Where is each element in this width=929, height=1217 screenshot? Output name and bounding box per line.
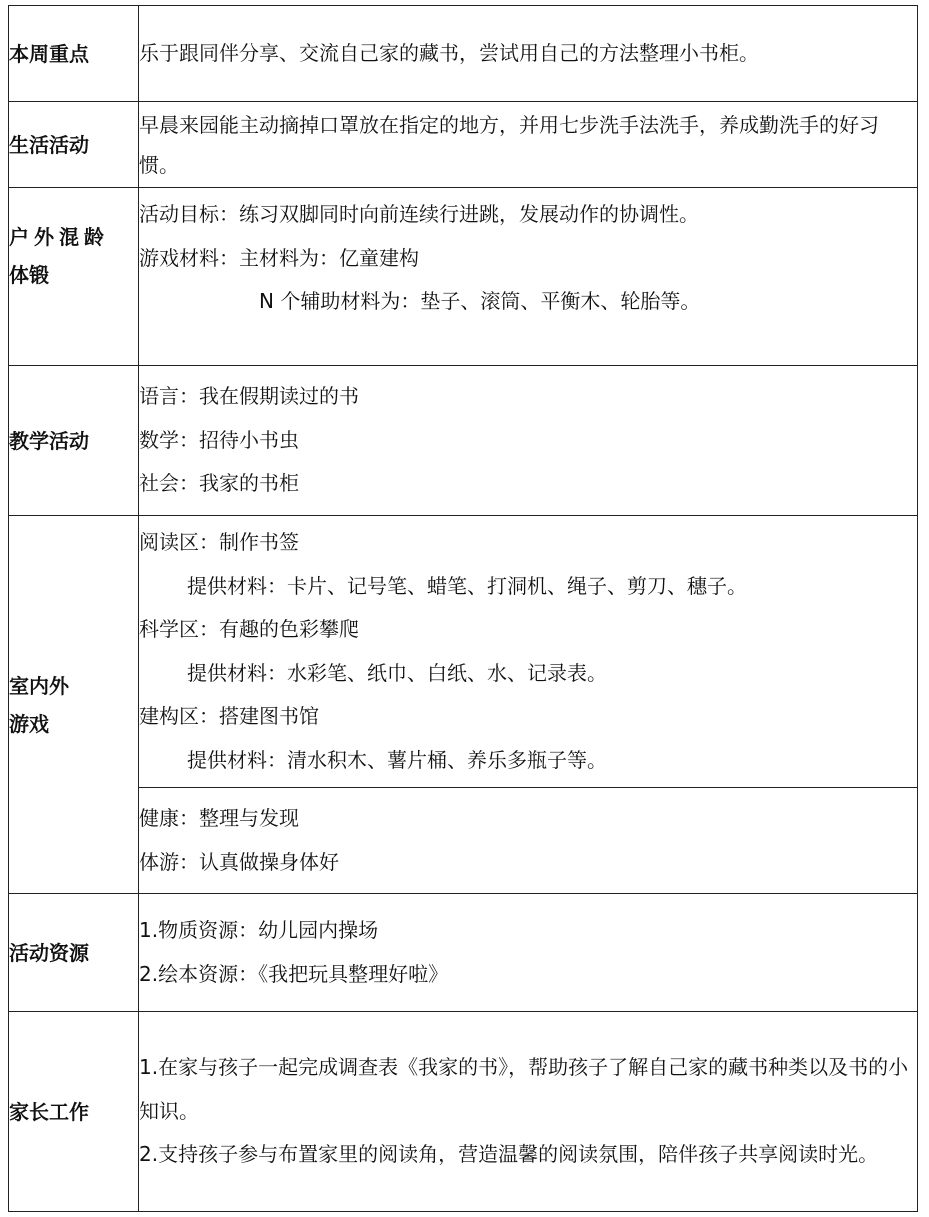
content-game-areas xyxy=(139,516,918,788)
label-life-activity: 生活活动 xyxy=(9,102,139,188)
health-item: 健康：整理与发现 xyxy=(139,806,299,830)
row-life-activity xyxy=(9,102,918,188)
focus-text: 乐于跟同伴分享、交流自己家的藏书，尝试用自己的方法整理小书柜。 xyxy=(139,40,759,65)
health-item: 体游：认真做操身体好 xyxy=(139,849,339,874)
game-area-name: 建构区：搭建图书馆 xyxy=(139,704,319,728)
label-outdoor-line2: 体锻 xyxy=(9,263,49,287)
label-parent-work: 家长工作 xyxy=(9,1012,139,1212)
life-text: 早晨来园能主动摘掉口罩放在指定的地方，并用七步洗手法洗手，养成勤洗手的好习惯。 xyxy=(139,112,879,177)
label-outdoor-line1: 户外混龄 xyxy=(9,225,109,249)
weekly-plan-table xyxy=(8,5,918,1212)
label-indoor-outdoor-games xyxy=(9,516,139,894)
row-weekly-focus xyxy=(9,6,918,102)
content-health-games xyxy=(139,788,918,894)
teaching-item: 数学：招待小书虫 xyxy=(139,427,299,452)
label-outdoor-exercise xyxy=(9,188,139,366)
resource-item: 1.物质资源：幼儿园内操场 xyxy=(139,918,379,942)
outdoor-material-main: 游戏材料：主材料为：亿童建构 xyxy=(139,245,419,270)
outdoor-material-aux: N 个辅助材料为：垫子、滚筒、平衡木、轮胎等。 xyxy=(259,289,701,313)
content-life-activity xyxy=(139,102,918,188)
parent-item: 1.在家与孩子一起完成调查表《我家的书》，帮助孩子了解自己家的藏书种类以及书的小知识。 xyxy=(139,1055,909,1123)
resource-item: 2.绘本资源：《我把玩具整理好啦》 xyxy=(139,961,449,986)
row-teaching-activity xyxy=(9,366,918,516)
content-weekly-focus xyxy=(139,6,918,102)
label-games-line1: 室内外 xyxy=(9,673,69,698)
content-parent-work xyxy=(139,1012,918,1212)
game-area-name: 科学区：有趣的色彩攀爬 xyxy=(139,617,359,641)
content-outdoor-exercise xyxy=(139,188,918,366)
row-indoor-outdoor-games xyxy=(9,516,918,788)
row-outdoor-exercise xyxy=(9,188,918,366)
game-area-materials: 提供材料：清水积木、薯片桶、养乐多瓶子等。 xyxy=(187,747,607,772)
row-parent-work xyxy=(9,1012,918,1212)
game-area-name: 阅读区：制作书签 xyxy=(139,530,299,554)
label-games-line2: 游戏 xyxy=(9,711,49,736)
game-area-materials: 提供材料：卡片、记号笔、蜡笔、打洞机、绳子、剪刀、穗子。 xyxy=(187,573,747,598)
content-activity-resources xyxy=(139,894,918,1012)
teaching-item: 语言：我在假期读过的书 xyxy=(139,384,359,409)
parent-item: 2.支持孩子参与布置家里的阅读角，营造温馨的阅读氛围，陪伴孩子共享阅读时光。 xyxy=(139,1142,879,1167)
row-activity-resources xyxy=(9,894,918,1012)
teaching-item: 社会：我家的书柜 xyxy=(139,471,299,496)
outdoor-goal: 活动目标：练习双脚同时向前连续行进跳，发展动作的协调性。 xyxy=(139,202,699,226)
label-teaching-activity: 教学活动 xyxy=(9,366,139,516)
row-health-games xyxy=(9,788,918,894)
game-area-materials: 提供材料：水彩笔、纸巾、白纸、水、记录表。 xyxy=(187,660,607,685)
label-activity-resources: 活动资源 xyxy=(9,894,139,1012)
content-teaching-activity xyxy=(139,366,918,516)
label-weekly-focus: 本周重点 xyxy=(9,6,139,102)
